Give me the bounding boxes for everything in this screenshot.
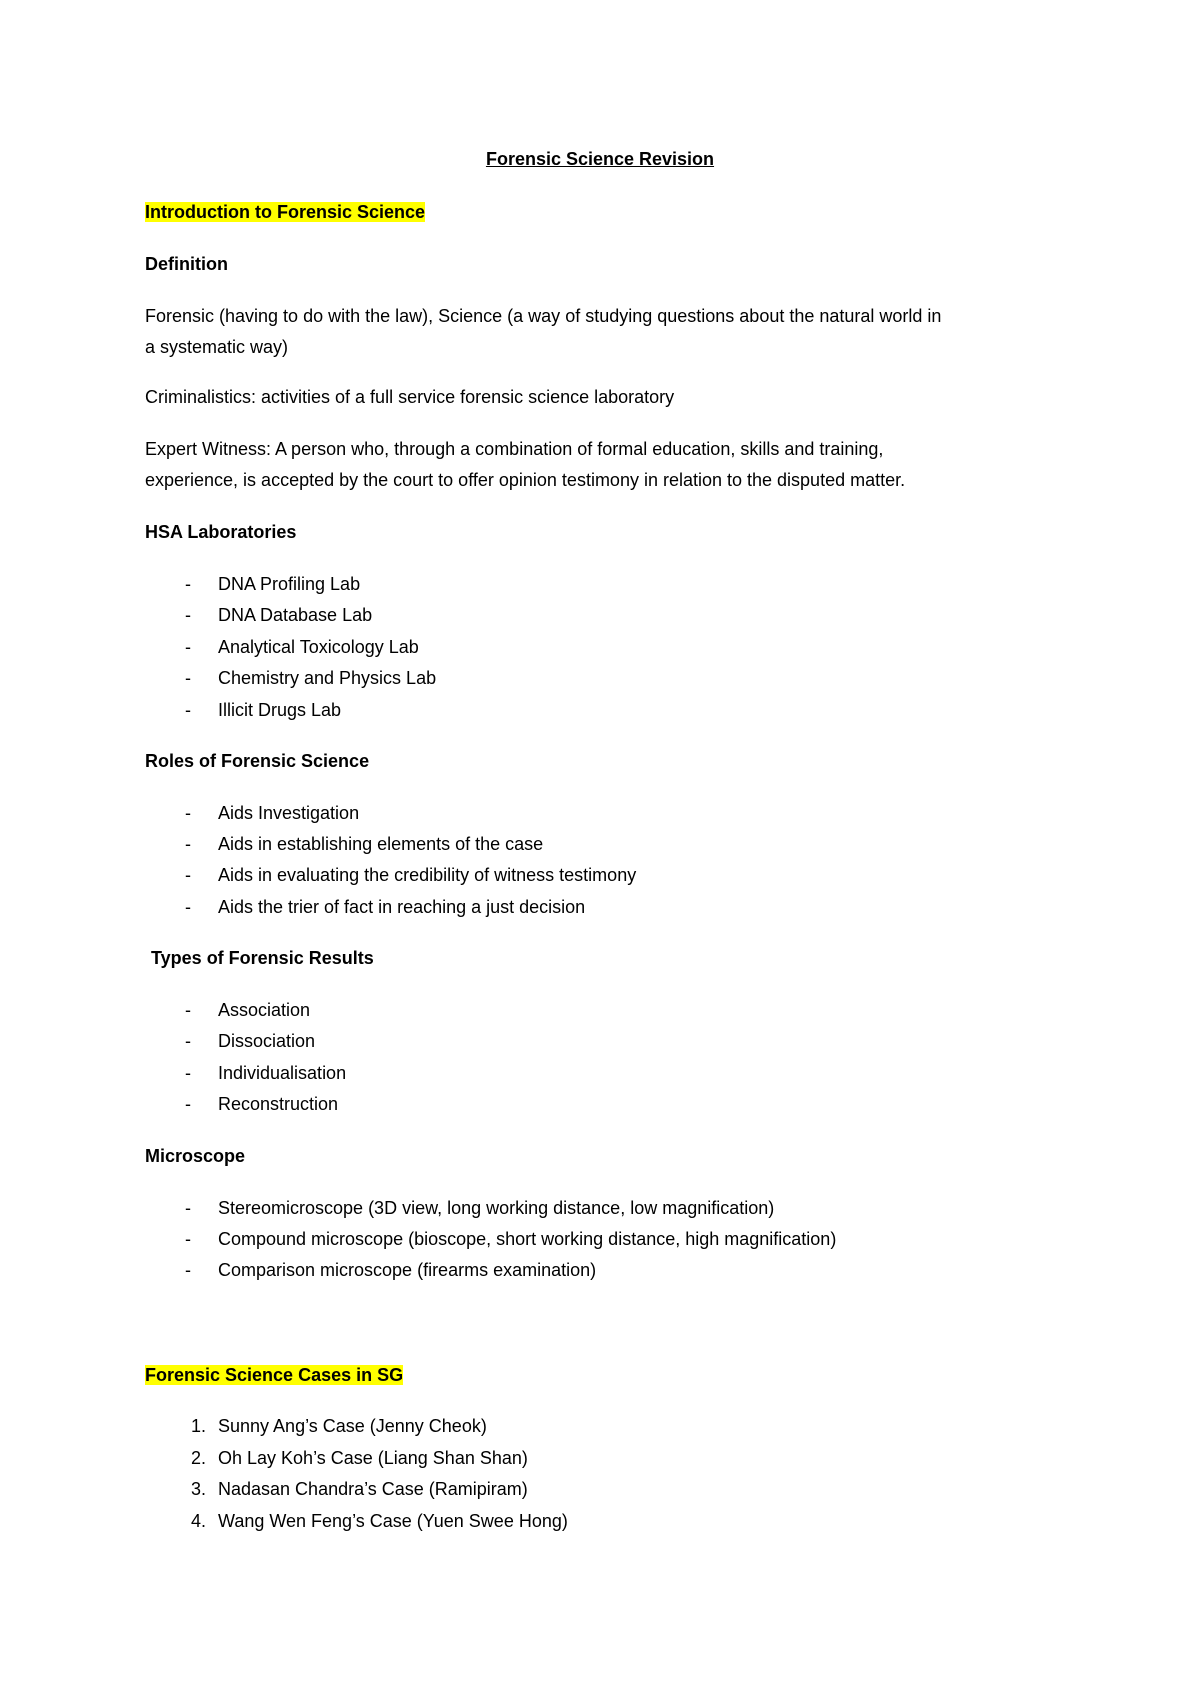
definition-heading: Definition [145, 254, 228, 274]
dash-bullet: - [185, 1063, 191, 1083]
section-heading-cases: Forensic Science Cases in SG [145, 1365, 404, 1385]
item-number: 4. [190, 1511, 206, 1531]
definition-text-line-2: a systematic way) [145, 337, 289, 357]
microscope-heading: Microscope [145, 1146, 246, 1166]
dash-bullet: - [185, 1031, 191, 1051]
dash-bullet: - [185, 700, 191, 720]
page-title: Forensic Science Revision [485, 149, 715, 169]
dash-bullet: - [185, 637, 191, 657]
dash-bullet: - [185, 803, 191, 823]
expert-witness-line-2: experience, is accepted by the court to offer opinion testimony in relation to the disputed matter. [145, 470, 906, 490]
dash-bullet: - [185, 668, 191, 688]
section-heading-introduction: Introduction to Forensic Science [145, 202, 426, 222]
item-number: 2. [190, 1448, 206, 1468]
types-heading: Types of Forensic Results [151, 948, 374, 968]
expert-witness-line-1: Expert Witness: A person who, through a combination of formal education, skills and training, [145, 439, 884, 459]
document-page: Forensic Science Revision Introduction to Forensic Science Definition Forensic (having to do with the law), Science (a way of studying questions about the natural world in a systematic way) Criminalistics: activities of a full service forensic science laboratory Expert Witness: A person who, through a combination of formal education, skills and training, experience, is accepted by the court to offer opinion testimony in relation to the disputed matter. HSA Laboratories - DNA Profiling Lab - DNA Database Lab - Analytical Toxicology Lab - Chemistry and Physics Lab - Illicit Drugs Lab Roles of Forensic Science - Aids Investigation - Aids in establishing elements of the case - Aids in evaluating the credibility of witness testimony - Aids the trier of fact in reaching a just decision Types of Forensic Results - Association - Dissociation - Individualisation - Reconstruction Microscope - Stereomicroscope (3D view, long working distance, low magnification) - Compound microscope (bioscope, short working distance, high magnification) - Comparison microscope (firearms examination) Forensic Science Cases in SG 1. Sunny Ang’s Case (Jenny Cheok) 2. Oh Lay Koh’s Case (Liang Shan Shan) 3. Nadasan Chandra’s Case (Ramipiram) 4. Wang Wen Feng’s Case (Yuen Swee Hong) [0, 0, 1200, 1698]
item-number: 1. [190, 1416, 206, 1436]
dash-bullet: - [185, 1198, 191, 1218]
dash-bullet: - [185, 1000, 191, 1020]
definition-text-line-1: Forensic (having to do with the law), Science (a way of studying questions about the natural world in [145, 306, 942, 326]
item-number: 3. [190, 1479, 206, 1499]
dash-bullet: - [185, 897, 191, 917]
hsa-heading: HSA Laboratories [145, 522, 297, 542]
dash-bullet: - [185, 1260, 191, 1280]
criminalistics-text: Criminalistics: activities of a full service forensic science laboratory [145, 387, 675, 407]
dash-bullet: - [185, 605, 191, 625]
dash-bullet: - [185, 865, 191, 885]
dash-bullet: - [185, 574, 191, 594]
dash-bullet: - [185, 1229, 191, 1249]
dash-bullet: - [185, 834, 191, 854]
dash-bullet: - [185, 1094, 191, 1114]
roles-heading: Roles of Forensic Science [145, 751, 370, 771]
